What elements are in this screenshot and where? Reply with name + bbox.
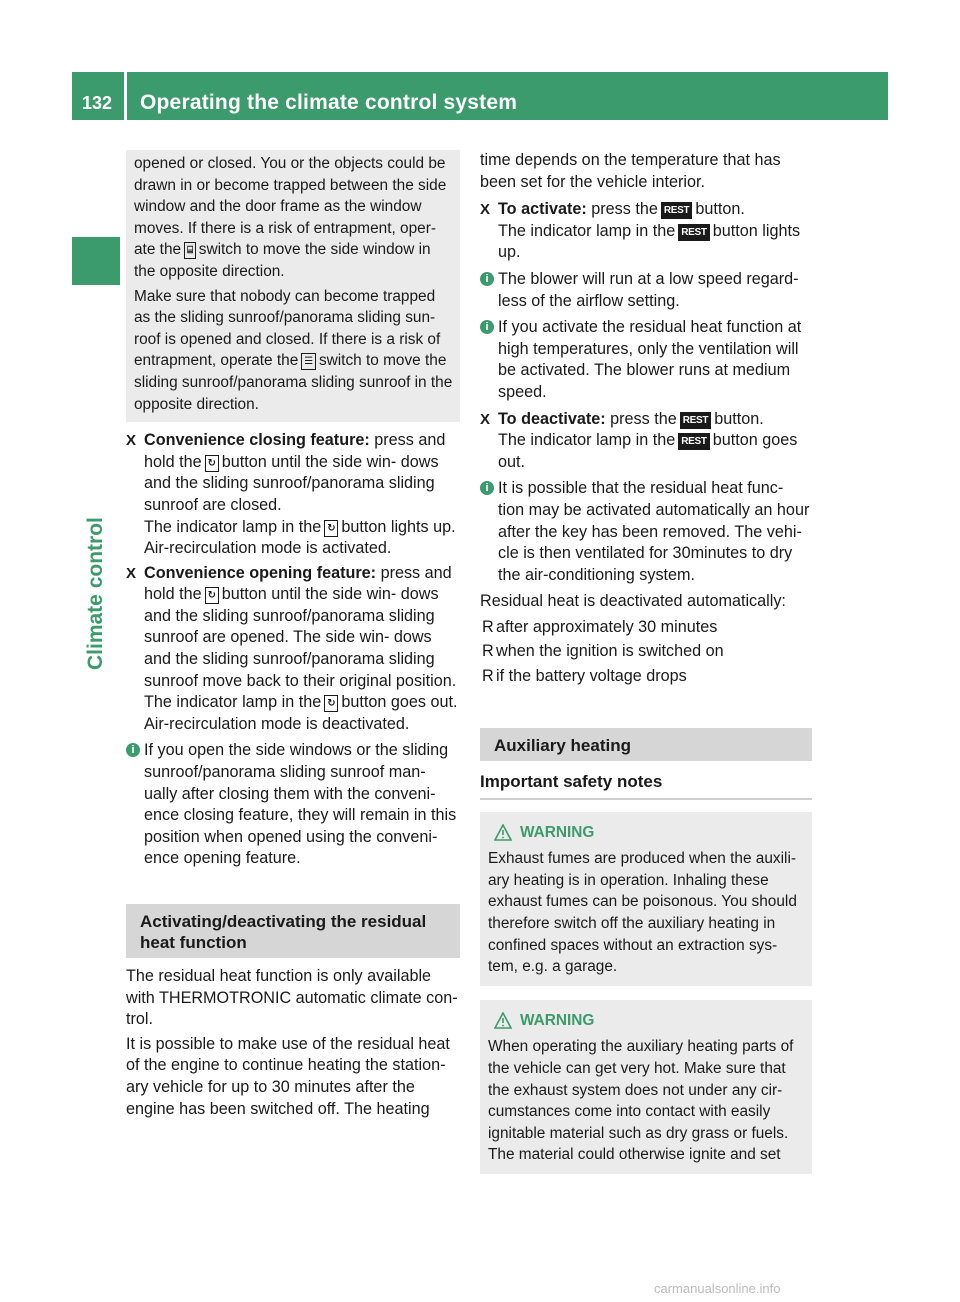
warning-continuation-box: [126, 150, 460, 422]
header-divider: [124, 72, 127, 120]
warning-box: [480, 812, 812, 986]
left-column: [126, 150, 460, 1120]
right-column: [480, 150, 812, 1188]
rest-button-icon: REST: [680, 412, 711, 429]
warning-box: [480, 1000, 812, 1174]
recirculation-button-icon: ↻: [205, 455, 219, 472]
bullet-icon: R: [482, 617, 494, 636]
chapter-tab-marker: [72, 237, 120, 285]
bullet-icon: R: [482, 642, 494, 661]
info-note: i If you activate the residual heat function at high temperatures, only the ventilation will be activated. The blower runs at medium speed.: [480, 317, 812, 403]
step-marker-icon: X: [480, 201, 491, 219]
info-note: i If you open the side windows or the sliding sunroof/panorama sliding sunroof man- ually after closing them with the conveni- ence closing feature, they will remain in this position when opened using the conveni- ence opening feature.: [126, 740, 460, 870]
step-convenience-closing: X Convenience closing feature: press and hold the ↻ button until the side win- dows and the sliding sunroof/panorama sliding sunroof are closed. The indicator lamp in the ↻ button lights up. Air-recirculation mode is activated.: [126, 431, 456, 558]
running-title: Operating the climate control system: [140, 91, 518, 114]
warning-title: WARNING: [488, 1010, 806, 1032]
rest-button-icon: REST: [661, 202, 692, 219]
warning-text: When operating the auxiliary heating parts of the vehicle can get very hot. Make sure that the exhaust system does not under any cir- cumstances come into contact with easily ignitable material such as dry grass or fuels. The material could otherwise ignite and set: [488, 1038, 794, 1164]
bullet-item: R when the ignition is switched on: [480, 641, 812, 663]
step-marker-icon: X: [126, 432, 137, 450]
info-icon: i: [126, 743, 140, 757]
body-paragraph: time depends on the temperature that has been set for the vehicle interior.: [480, 151, 781, 191]
bullet-item: R after approximately 30 minutes: [480, 617, 812, 639]
body-paragraph: It is possible to make use of the residual heat of the engine to continue heating the station- ary vehicle for up to 30 minutes after the engine has been switched off. The heating: [126, 1034, 450, 1118]
section-heading-auxiliary-heating: Auxiliary heating: [480, 728, 812, 761]
info-note: i It is possible that the residual heat func- tion may be activated automatically an hour after the key has been removed. The vehi- cle is then ventilated for 30minutes to dry the air-conditioning system.: [480, 478, 812, 586]
info-note: i The blower will run at a low speed regard- less of the airflow setting.: [480, 269, 812, 312]
rest-button-icon: REST: [678, 224, 709, 241]
info-icon: i: [480, 272, 494, 286]
recirculation-button-icon: ↻: [324, 695, 338, 712]
chapter-side-label-text: Climate control: [84, 517, 107, 670]
body-paragraph: Residual heat is deactivated automatically:: [480, 592, 786, 611]
box-paragraph: Make sure that nobody can become trapped as the sliding sunroof/panorama sliding sun- roof is opened and closed. If there is a risk of entrapment, operate the ☰ switch to move the sliding sunroof/panorama sliding sunroof in the opposite direction.: [134, 287, 453, 413]
step-deactivate: X To deactivate: press the REST button. The indicator lamp in the REST button goes out.: [480, 409, 798, 471]
step-activate: X To activate: press the REST button. The indicator lamp in the REST button lights up.: [480, 200, 801, 262]
sunroof-switch-icon: ☰: [301, 353, 316, 370]
section-heading-residual-heat: Activating/deactivating the residual heat function: [126, 904, 460, 958]
rest-button-icon: REST: [678, 433, 709, 450]
warning-text: Exhaust fumes are produced when the auxili- ary heating is in operation. Inhaling these exhaust fumes can be poisonous. You should therefore switch off the auxiliary heating in confined spaces without an extraction sys- tem, e.g. a garage.: [488, 850, 797, 976]
step-convenience-opening: X Convenience opening feature: press and hold the ↻ button until the side win- dows and the sliding sunroof/panorama sliding sunroof are opened. The side win- dows and the sliding sunroof/panorama sliding sunroof move back to their original position. The indicator lamp in the ↻ button goes out. Air-recirculation mode is deactivated.: [126, 563, 458, 733]
bullet-icon: R: [482, 667, 494, 686]
warning-title: WARNING: [488, 822, 806, 844]
chapter-side-label: [72, 300, 120, 670]
step-marker-icon: X: [480, 410, 491, 428]
recirculation-button-icon: ↻: [324, 520, 338, 537]
body-paragraph: The residual heat function is only available with THERMOTRONIC automatic climate con- trol.: [126, 967, 458, 1029]
warning-triangle-icon: [494, 824, 512, 841]
step-marker-icon: X: [126, 564, 137, 582]
info-icon: i: [480, 481, 494, 495]
watermark: carmanualsonline.info: [654, 1281, 781, 1296]
box-paragraph: opened or closed. You or the objects could be drawn in or become trapped between the side window and the door frame as the window moves. If there is a risk of entrapment, oper- ate the ⌸ switch to move the side window in the opposite direction.: [134, 155, 447, 280]
subheading-safety-notes: Important safety notes: [480, 771, 812, 800]
window-switch-icon: ⌸: [184, 242, 196, 259]
info-icon: i: [480, 320, 494, 334]
warning-triangle-icon: [494, 1012, 512, 1029]
bullet-item: R if the battery voltage drops: [480, 666, 812, 688]
recirculation-button-icon: ↻: [205, 587, 219, 604]
page-number: 132: [82, 93, 113, 113]
